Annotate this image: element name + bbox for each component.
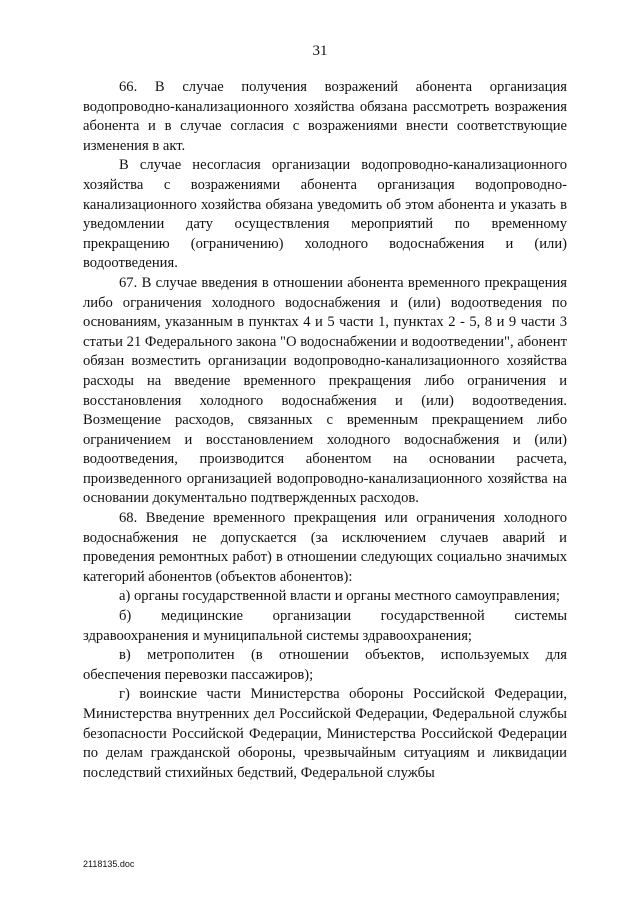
paragraph-68: 68. Введение временного прекращения или ограничения холодного водоснабжения не допускается (за исключением случаев аварий и проведения ремонтных работ) в отношении следующих социально значимых категорий абонентов (объектов абонентов):	[83, 510, 567, 585]
list-item-b: б) медицинские организации государственной системы здравоохранения и муниципальной системы здравоохранения;	[83, 608, 567, 644]
list-item-v: в) метрополитен (в отношении объектов, используемых для обеспечения перевозки пассажиров);	[83, 647, 567, 683]
page-number: 31	[312, 43, 328, 59]
list-item-a: а) органы государственной власти и органы местного самоуправления;	[119, 588, 560, 605]
footer-filename: 2118135.doc	[83, 859, 135, 869]
paragraph-66: 66. В случае получения возражений абонента организация водопроводно-канализационного хозяйства обязана рассмотреть возражения абонента и в случае согласия с возражениями внести соответствующие изменения в акт.	[83, 79, 567, 154]
paragraph-66-continuation: В случае несогласия организации водопроводно-канализационного хозяйства с возражениями абонента организация водопроводно-канализационного хозяйства обязана уведомить об этом абонента и указать в уведомлении дату осуществления мероприятий по временному прекращению (ограничению) холодного водоснабжения и (или) водоотведения.	[83, 157, 567, 272]
list-item-g: г) воинские части Министерства обороны Российской Федерации, Министерства внутренних дел Российской Федерации, Федеральной службы безопасности Российской Федерации, Министерства Российской Федерации по делам гражданской обороны, чрезвычайным ситуациям и ликвидации последствий стихийных бедствий, Федеральной службы	[83, 686, 567, 781]
paragraph-67: 67. В случае введения в отношении абонента временного прекращения либо ограничения холодного водоснабжения и (или) водоотведения по основаниям, указанным в пунктах 4 и 5 части 1, пунктах 2 - 5, 8 и 9 части 3 статьи 21 Федерального закона "О водоснабжении и водоотведении", абонент обязан возместить организации водопроводно-канализационного хозяйства расходы на введение временного прекращения либо ограничения и восстановления холодного водоснабжения и (или) водоотведения. Возмещение расходов, связанных с временным прекращением либо ограничением и восстановлением холодного водоснабжения и (или) водоотведения, производится абонентом на основании расчета, произведенного организацией водопроводно-канализационного хозяйства на основании документально подтвержденных расходов.	[83, 274, 567, 507]
document-body	[83, 78, 567, 783]
